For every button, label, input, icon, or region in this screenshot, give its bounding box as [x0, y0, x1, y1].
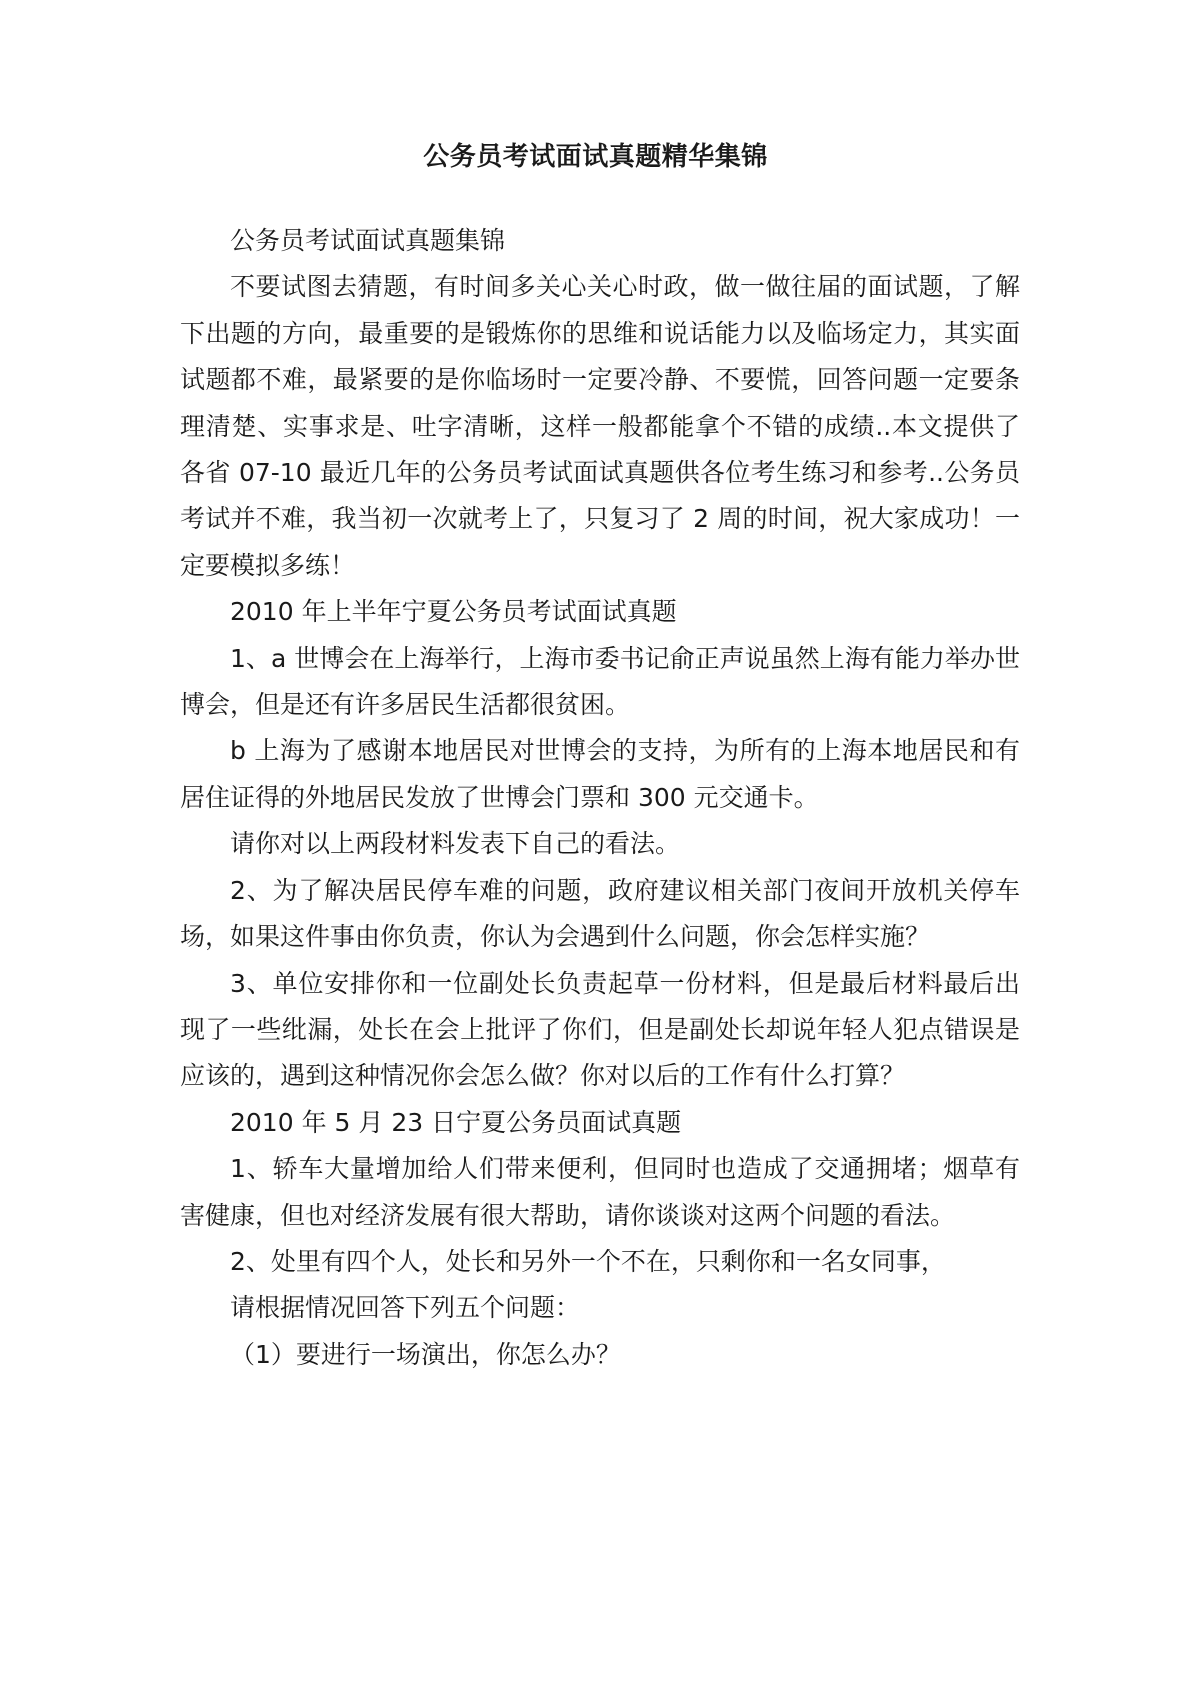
document-title: 公务员考试面试真题精华集锦: [423, 142, 768, 172]
question-3: 3、单位安排你和一位副处长负责起草一份材料，但是最后材料最后出现了一些纰漏，处长在会上批评了你们，但是副处长却说年轻人犯点错误是应该的，遇到这种情况你会怎么做？你对以后的工作有什么打算？: [180, 968, 1020, 1091]
question-1-prompt: 请你对以上两段材料发表下自己的看法。: [230, 829, 681, 859]
question-2-prompt: 请根据情况回答下列五个问题：: [230, 1293, 581, 1323]
section-heading-2010-first-half: 2010 年上半年宁夏公务员考试面试真题: [230, 597, 677, 627]
question-1-cars-tobacco: 1、轿车大量增加给人们带来便利，但同时也造成了交通拥堵；烟草有害健康，但也对经济发展有很大帮助，请你谈谈对这两个问题的看法。: [180, 1154, 1020, 1230]
document-body: [180, 218, 1020, 1378]
question-2-office: 2、处里有四个人，处长和另外一个不在，只剩你和一名女同事，: [230, 1246, 946, 1276]
section-heading-2010-05-23: 2010 年 5 月 23 日宁夏公务员面试真题: [230, 1107, 682, 1137]
paragraph-subtitle: 公务员考试面试真题集锦: [230, 226, 506, 255]
question-2: 2、为了解决居民停车难的问题，政府建议相关部门夜间开放机关停车场，如果这件事由你负责，你认为会遇到什么问题，你会怎样实施？: [180, 875, 1020, 952]
paragraph-intro: 不要试图去猜题，有时间多关心关心时政，做一做往届的面试题，了解下出题的方向，最重要的是锻炼你的思维和说话能力以及临场定力，其实面试题都不难，最紧要的是你临场时一定要冷静、不要慌，回答问题一定要条理清楚、实事求是、吐字清晰，这样一般都能拿个不错的成绩..本文提供了各省 07-10 最近几年的公务员考试面试真题供各位考生练习和参考..公务员考试并不难，我当初一次就考上了，只复习了 2 周的时间，祝大家成功！一定要模拟多练！: [180, 272, 1020, 580]
question-2-sub-1: （1）要进行一场演出，你怎么办？: [230, 1339, 621, 1369]
question-1b: b 上海为了感谢本地居民对世博会的支持，为所有的上海本地居民和有居住证得的外地居民发放了世博会门票和 300 元交通卡。: [180, 736, 1020, 812]
question-1a: 1、a 世博会在上海举行，上海市委书记俞正声说虽然上海有能力举办世博会，但是还有许多居民生活都很贫困。: [180, 643, 1020, 720]
